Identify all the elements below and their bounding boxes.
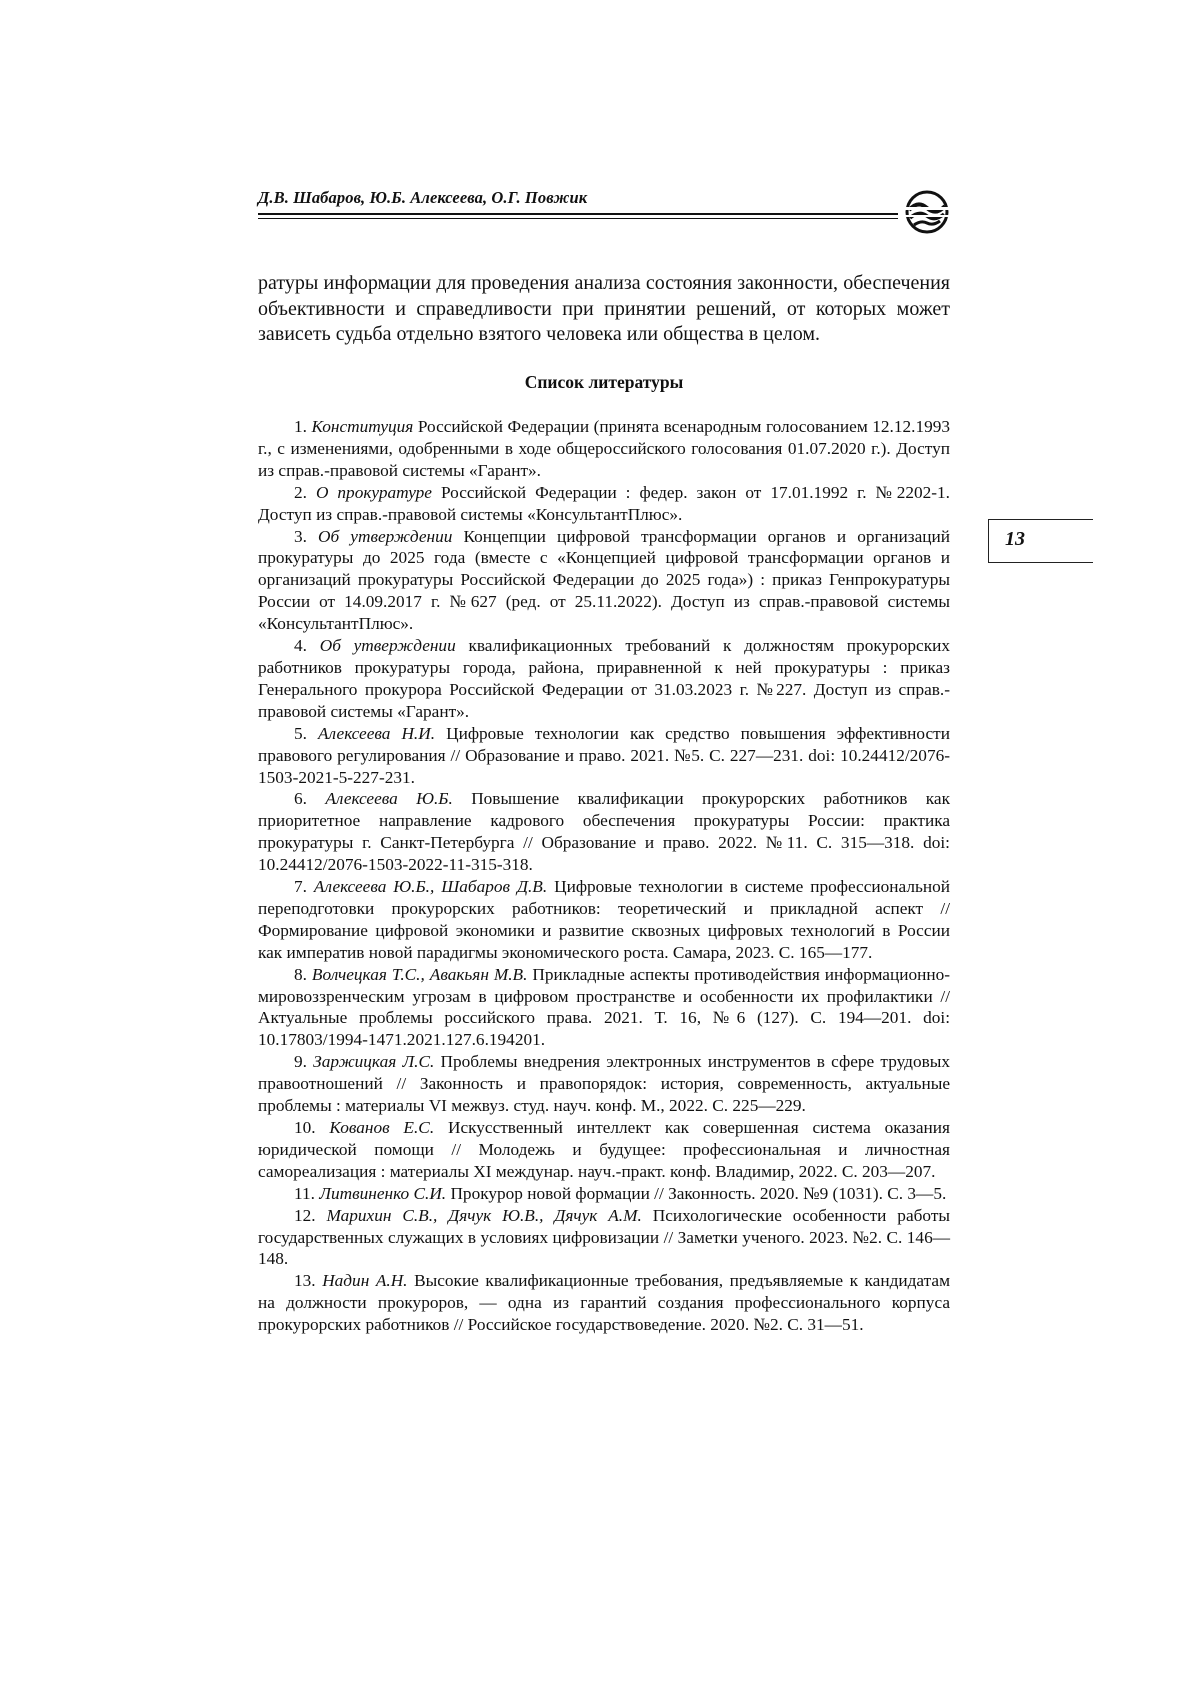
reference-item: [258, 1051, 950, 1117]
references-title: Список литературы: [524, 372, 684, 392]
reference-text: Высокие квалификационные требования, предъявляемые к кандидатам на должности прокуроров, — одна из гарантий создания профессионального корпуса прокурорских работников // Российское государствоведение. 2020. №2. С. 31—51.: [258, 1271, 951, 1335]
reference-item: [258, 1205, 950, 1271]
reference-number: 7.: [294, 877, 307, 897]
reference-text: Концепции цифровой трансформации органов и организаций прокуратуры до 2025 года (вместе с «Концепцией цифровой трансформации органов и организаций прокуратуры Российской Федерации до 2025 года») : приказ Генпрокуратуры России от 14.09.2017 г. №627 (ред. от 25.11.2022). Доступ из справ.-правовой системы «КонсультантПлюс».: [258, 526, 950, 634]
reference-item: [258, 1183, 950, 1205]
reference-item: [258, 788, 950, 876]
reference-number: 5.: [294, 723, 307, 743]
reference-author: Литвиненко С.И.: [319, 1183, 447, 1203]
reference-number: 1.: [294, 417, 307, 436]
reference-item: [258, 482, 950, 526]
reference-number: 13.: [294, 1271, 316, 1291]
reference-text: Прикладные аспекты противодействия информационно-мировоззренческим угрозам в цифровом пространстве и особенности их профилактики // Актуальные проблемы российского права. 2021. Т. 16, №6 (127). С. 194—201. doi: 10.17803/1994-1471.2021.127.6.194201.: [258, 964, 950, 1050]
page-number-box: [988, 519, 1093, 563]
reference-text: Цифровые технологии в системе профессиональной переподготовки прокурорских работников: теоретический и прикладной аспект // Формирование цифровой экономики и развитие сквозных цифровых технологий в России как императив новой парадигмы экономического роста. Самара, 2023. С. 165—177.: [258, 877, 950, 962]
reference-text: Искусственный интеллект как совершенная система оказания юридической помощи // Молодежь и будущее: профессиональная и личностная самореализация : материалы XI междунар. науч.-практ. конф. Владимир, 2022. С. 203—207.: [258, 1118, 950, 1181]
reference-text: Повышение квалификации прокурорских работников как приоритетное направление кадрового обеспечения прокуратуры России: практика прокуратуры г. Санкт-Петербурга // Образование и право. 2022. №11. С. 315—318. doi: 10.24412/2076-1503-2022-11-315-318.: [258, 789, 950, 875]
reference-author: Конституция: [311, 417, 414, 436]
reference-item: [258, 1117, 950, 1183]
reference-item: [258, 964, 950, 1052]
reference-author: Волчецкая Т.С., Авакьян М.В.: [311, 964, 528, 984]
intro-paragraph: ратуры информации для проведения анализа состояния законности, обеспечения объективности и справедливости при принятии решений, от которых может зависеть судьба отдельно взятого человека или общества в целом.: [258, 272, 950, 345]
reference-text: квалификационных требований к должностям прокурорских работников прокуратуры города, района, приравненной к ней прокуратуры : приказ Генерального прокурора Российской Федерации от 31.03.2023 г. №227. Доступ из справ.-правовой системы «Гарант».: [258, 636, 950, 721]
reference-number: 2.: [294, 482, 307, 502]
reference-item: [258, 1270, 950, 1336]
header-rule-thick: [258, 213, 898, 215]
reference-author: Об утверждении: [319, 636, 456, 656]
header-rule-thin: [258, 218, 898, 219]
reference-text: Российской Федерации (принята всенародным голосованием 12.12.1993 г., с изменениями, одобренными в ходе общероссийского голосования 01.07.2020 г.). Доступ из справ.-правовой системы «Гарант».: [258, 417, 951, 480]
reference-item: [258, 876, 950, 964]
reference-author: Алексеева Ю.Б.: [325, 789, 453, 809]
reference-number: 8.: [294, 964, 307, 984]
running-header-authors: Д.В. Шабаров, Ю.Б. Алексеева, О.Г. Повжик: [258, 188, 588, 207]
reference-author: Алексеева Ю.Б., Шабаров Д.В.: [313, 877, 548, 897]
reference-number: 12.: [294, 1205, 316, 1225]
reference-author: Кованов Е.С.: [329, 1118, 435, 1137]
reference-list: [258, 416, 950, 1336]
reference-number: 4.: [294, 636, 307, 656]
page-number: 13: [1005, 528, 1025, 550]
reference-text: Проблемы внедрения электронных инструментов в сфере трудовых правоотношений // Законность и правопорядок: история, современность, актуальные проблемы : материалы VI межвуз. студ. науч. конф. М., 2022. С. 225—229.: [258, 1052, 950, 1116]
reference-number: 6.: [294, 789, 307, 809]
reference-text: Психологические особенности работы государственных служащих в условиях цифровизации // Заметки ученого. 2023. №2. С. 146—148.: [258, 1205, 950, 1269]
reference-number: 11.: [294, 1183, 315, 1203]
reference-text: Цифровые технологии как средство повышения эффективности правового регулирования // Образование и право. 2021. №5. С. 227—231. doi: 10.24412/2076-1503-2021-5-227-231.: [258, 723, 950, 787]
reference-author: Марихин С.В., Дячук Ю.В., Дячук А.М.: [326, 1205, 642, 1225]
reference-number: 9.: [294, 1052, 307, 1072]
reference-author: Алексеева Н.И.: [318, 723, 436, 743]
reference-author: Об утверждении: [318, 526, 453, 546]
journal-logo-icon: [904, 190, 950, 234]
reference-item: [258, 416, 950, 482]
reference-item: [258, 635, 950, 723]
reference-item: [258, 723, 950, 789]
reference-author: Надин А.Н.: [322, 1271, 408, 1291]
reference-number: 3.: [294, 526, 307, 546]
reference-text: Прокурор новой формации // Законность. 2020. №9 (1031). С. 3—5.: [450, 1183, 947, 1203]
reference-author: Заржицкая Л.С.: [313, 1052, 435, 1072]
reference-text: Российской Федерации : федер. закон от 17.01.1992 г. №2202-1. Доступ из справ.-правовой системы «КонсультантПлюс».: [258, 482, 950, 524]
reference-author: О прокуратуре: [315, 482, 432, 502]
reference-item: [258, 526, 950, 636]
reference-number: 10.: [294, 1118, 316, 1137]
